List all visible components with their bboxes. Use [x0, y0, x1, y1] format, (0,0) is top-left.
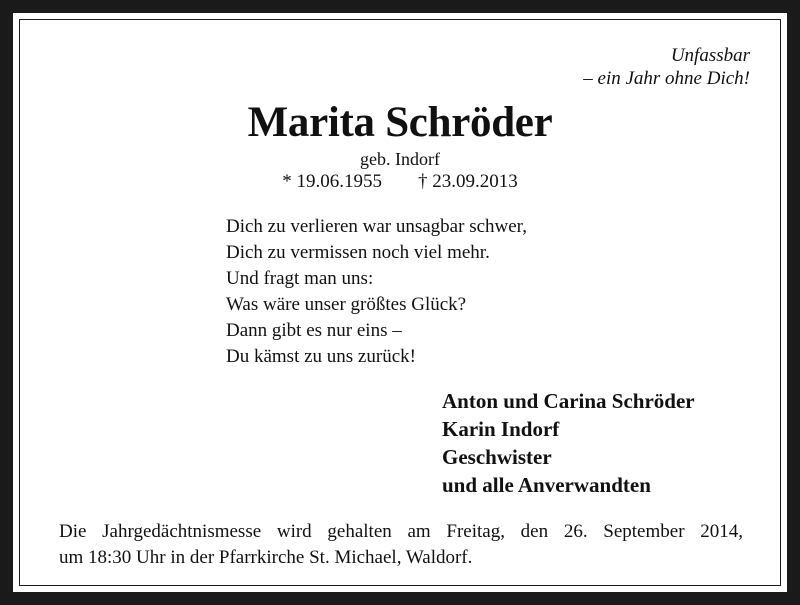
mourner-line: Karin Indorf — [442, 417, 560, 441]
motto-line-1: Unfassbar — [670, 45, 750, 66]
motto — [583, 44, 750, 90]
notice-line-1: Die Jahrgedächtnismesse wird gehalten am Freitag, den 26. September 2014, — [59, 521, 743, 542]
mourner-line: und alle Anverwandten — [442, 473, 651, 497]
mourners-signature — [442, 387, 695, 499]
mourner-line: Geschwister — [442, 445, 552, 469]
poem-line: Dich zu verlieren war unsagbar schwer, — [226, 216, 527, 237]
poem-line: Was wäre unser größtes Glück? — [226, 294, 467, 315]
birth-name: geb. Indorf — [360, 149, 440, 169]
poem-line: Dich zu vermissen noch viel mehr. — [226, 242, 490, 263]
life-dates — [0, 170, 800, 194]
death-date: † 23.09.2013 — [418, 171, 518, 192]
motto-line-2: – ein Jahr ohne Dich! — [583, 68, 750, 89]
poem-line: Und fragt man uns: — [226, 268, 374, 289]
poem-line: Dann gibt es nur eins – — [226, 320, 402, 341]
notice-line-2: um 18:30 Uhr in der Pfarrkirche St. Michael, Waldorf. — [59, 547, 473, 568]
memorial-mass-notice — [59, 519, 743, 571]
deceased-name: Marita Schröder — [247, 99, 553, 146]
mourner-line: Anton und Carina Schröder — [442, 389, 695, 413]
poem — [226, 214, 527, 370]
poem-line: Du kämst zu uns zurück! — [226, 346, 416, 367]
birth-date: * 19.06.1955 — [282, 171, 382, 192]
